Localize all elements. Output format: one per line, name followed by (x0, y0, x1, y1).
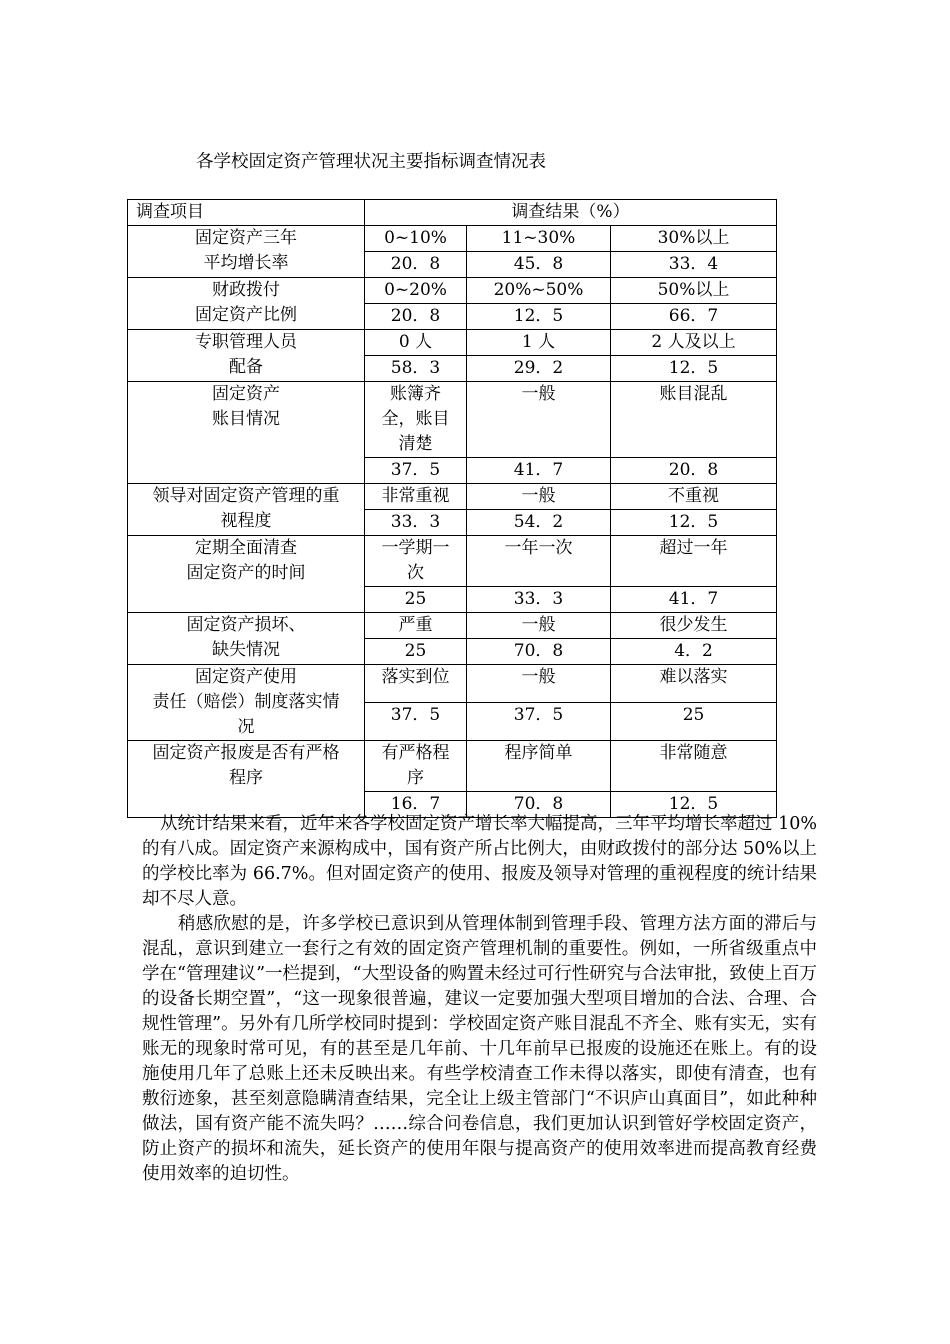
value-cell: 16．7 (365, 792, 467, 818)
value-cell: 4．2 (611, 639, 777, 665)
value-cell: 41．7 (611, 587, 777, 613)
survey-item-cell: 固定资产 账目情况 (128, 382, 365, 484)
option-cell: 严重 (365, 613, 467, 639)
option-cell: 很少发生 (611, 613, 777, 639)
option-cell: 程序简单 (467, 741, 611, 792)
table-row-options (128, 536, 777, 587)
value-cell: 20．8 (365, 304, 467, 330)
value-cell: 70．8 (467, 639, 611, 665)
value-cell: 37．5 (365, 458, 467, 484)
survey-table-body (128, 200, 777, 818)
page-title: 各学校固定资产管理状况主要指标调查情况表 (196, 152, 546, 172)
value-cell: 37．5 (365, 703, 467, 741)
header-survey-item: 调查项目 (128, 200, 365, 226)
table-row-options (128, 613, 777, 639)
survey-item-cell: 固定资产报废是否有严格 程序 (128, 741, 365, 818)
value-cell: 20．8 (611, 458, 777, 484)
option-cell: 一般 (467, 613, 611, 639)
value-cell: 12．5 (611, 510, 777, 536)
survey-item-cell: 定期全面清查 固定资产的时间 (128, 536, 365, 613)
value-cell: 33．3 (467, 587, 611, 613)
option-cell: 0 人 (365, 330, 467, 356)
value-cell: 12．5 (611, 792, 777, 818)
option-cell: 账簿齐 全，账目 清楚 (365, 382, 467, 458)
value-cell: 20．8 (365, 252, 467, 278)
header-survey-result: 调查结果（%） (365, 200, 777, 226)
value-cell: 25 (611, 703, 777, 741)
table-row-options (128, 226, 777, 252)
value-cell: 54．2 (467, 510, 611, 536)
survey-item-cell: 专职管理人员 配备 (128, 330, 365, 382)
survey-table (127, 199, 777, 818)
value-cell: 41．7 (467, 458, 611, 484)
survey-item-cell: 领导对固定资产管理的重 视程度 (128, 484, 365, 536)
option-cell: 11~30% (467, 226, 611, 252)
option-cell: 难以落实 (611, 665, 777, 703)
option-cell: 非常重视 (365, 484, 467, 510)
value-cell: 12．5 (611, 356, 777, 382)
table-row-options (128, 484, 777, 510)
option-cell: 有严格程 序 (365, 741, 467, 792)
survey-item-cell: 固定资产三年 平均增长率 (128, 226, 365, 278)
option-cell: 非常随意 (611, 741, 777, 792)
table-header-row (128, 200, 777, 226)
option-cell: 30%以上 (611, 226, 777, 252)
survey-item-cell: 固定资产使用 责任（赔偿）制度落实情 况 (128, 665, 365, 741)
survey-item-cell: 财政拨付 固定资产比例 (128, 278, 365, 330)
value-cell: 25 (365, 639, 467, 665)
option-cell: 账目混乱 (611, 382, 777, 458)
value-cell: 58．3 (365, 356, 467, 382)
option-cell: 落实到位 (365, 665, 467, 703)
value-cell: 70．8 (467, 792, 611, 818)
value-cell: 29．2 (467, 356, 611, 382)
option-cell: 0~10% (365, 226, 467, 252)
option-cell: 不重视 (611, 484, 777, 510)
value-cell: 12．5 (467, 304, 611, 330)
table-row-options (128, 741, 777, 792)
option-cell: 一般 (467, 665, 611, 703)
value-cell: 33．4 (611, 252, 777, 278)
value-cell: 33．3 (365, 510, 467, 536)
option-cell: 超过一年 (611, 536, 777, 587)
option-cell: 一般 (467, 484, 611, 510)
option-cell: 一学期一 次 (365, 536, 467, 587)
value-cell: 25 (365, 587, 467, 613)
value-cell: 45．8 (467, 252, 611, 278)
table-row-options (128, 382, 777, 458)
option-cell: 一般 (467, 382, 611, 458)
option-cell: 1 人 (467, 330, 611, 356)
option-cell: 20%~50% (467, 278, 611, 304)
value-cell: 37．5 (467, 703, 611, 741)
option-cell: 2 人及以上 (611, 330, 777, 356)
survey-item-cell: 固定资产损坏、 缺失情况 (128, 613, 365, 665)
option-cell: 50%以上 (611, 278, 777, 304)
paragraph: 稍感欣慰的是，许多学校已意识到从管理体制到管理手段、管理方法方面的滞后与混乱，意识到建立一套行之有效的固定资产管理机制的重要性。例如，一所省级重点中学在“管理建议”一栏提到，“大型设备的购置未经过可行性研究与合法审批，致使上百万的设备长期空置”，“这一现象很普遍，建议一定要加强大型项目增加的合法、合理、合规性管理”。另外有几所学校同时提到：学校固定资产账目混乱不齐全、账有实无，实有账无的现象时常可见，有的甚至是几年前、十几年前早已报废的设施还在账上。有的设施使用几年了总账上还未反映出来。有些学校清查工作未得以落实，即使有清查，也有敷衍迹象，甚至刻意隐瞒清查结果，完全让上级主管部门“不识庐山真面目”，如此种种做法，国有资产能不流失吗？……综合问卷信息，我们更加认识到管好学校固定资产，防止资产的损坏和流失，延长资产的使用年限与提高资产的使用效率进而提高教育经费使用效率的迫切性。 (142, 914, 817, 1184)
table-row-options (128, 665, 777, 703)
option-cell: 一年一次 (467, 536, 611, 587)
table-row-options (128, 330, 777, 356)
option-cell: 0~20% (365, 278, 467, 304)
paragraph: 从统计结果来看，近年来各学校固定资产增长率大幅提高，三年平均增长率超过 10%的有八成。固定资产来源构成中，国有资产所占比例大，由财政拨付的部分达 50%以上的学校比率为 66.7%。但对固定资产的使用、报废及领导对管理的重视程度的统计结果却不尽人意。 (142, 814, 817, 909)
table-row-options (128, 278, 777, 304)
body-text (142, 812, 817, 1187)
value-cell: 66．7 (611, 304, 777, 330)
